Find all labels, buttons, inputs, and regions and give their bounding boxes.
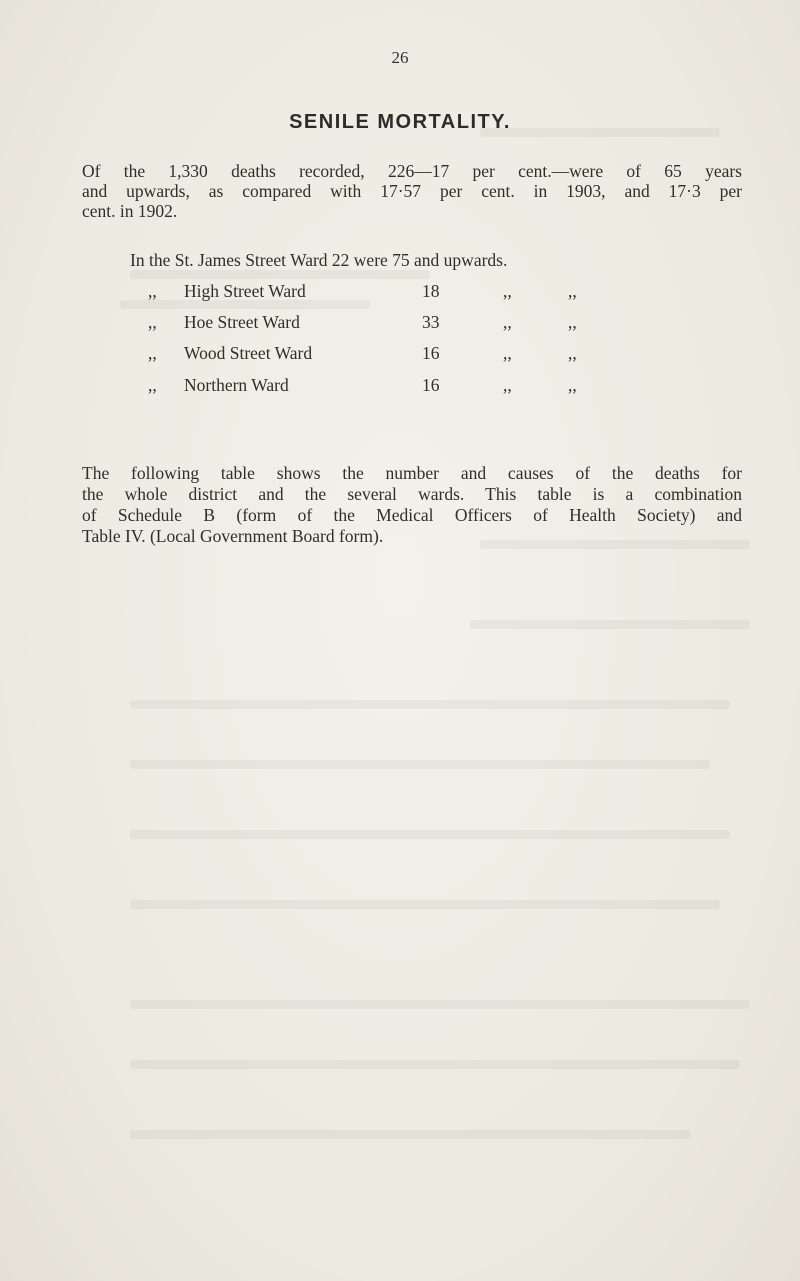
section-heading: SENILE MORTALITY. <box>289 111 511 133</box>
ward-row <box>0 343 800 365</box>
ward-row <box>0 312 800 334</box>
closing-paragraph-line: the whole district and the several wards. This table is a combination <box>82 484 742 504</box>
ditto-mark: ,, <box>568 312 577 332</box>
intro-paragraph-line: and upwards, as compared with 17·57 per cent. in 1903, and 17·3 per <box>82 181 742 201</box>
closing-paragraph-line: The following table shows the number and causes of the deaths for <box>82 463 742 483</box>
ditto-mark: ,, <box>148 375 157 395</box>
ditto-mark: ,, <box>568 281 577 301</box>
ditto-mark: ,, <box>503 281 512 301</box>
ward-count: 33 <box>422 312 440 332</box>
ditto-mark: ,, <box>148 312 157 332</box>
page-number: 26 <box>391 48 409 67</box>
ditto-mark: ,, <box>568 343 577 363</box>
ditto-mark: ,, <box>503 343 512 363</box>
intro-paragraph-line: Of the 1,330 deaths recorded, 226—17 per cent.—were of 65 years <box>82 161 742 181</box>
ward-name: Hoe Street Ward <box>184 312 300 332</box>
intro-paragraph-line: cent. in 1902. <box>82 201 178 221</box>
wards-intro-line: In the St. James Street Ward 22 were 75 and upwards. <box>130 250 508 270</box>
ditto-mark: ,, <box>503 375 512 395</box>
ward-name: Northern Ward <box>184 375 289 395</box>
intro-paragraph <box>82 161 742 221</box>
ditto-mark: ,, <box>148 343 157 363</box>
ward-row <box>0 375 800 397</box>
ward-count: 18 <box>422 281 440 301</box>
ditto-mark: ,, <box>148 281 157 301</box>
closing-paragraph <box>82 463 742 547</box>
closing-paragraph-line: of Schedule B (form of the Medical Officers of Health Society) and <box>82 505 742 525</box>
ward-name: Wood Street Ward <box>184 343 313 363</box>
ward-count: 16 <box>422 343 440 363</box>
ditto-mark: ,, <box>568 375 577 395</box>
ward-row <box>0 281 800 303</box>
ditto-mark: ,, <box>503 312 512 332</box>
ward-count: 16 <box>422 375 440 395</box>
ward-name: High Street Ward <box>184 281 306 301</box>
closing-paragraph-line: Table IV. (Local Government Board form). <box>82 526 384 546</box>
